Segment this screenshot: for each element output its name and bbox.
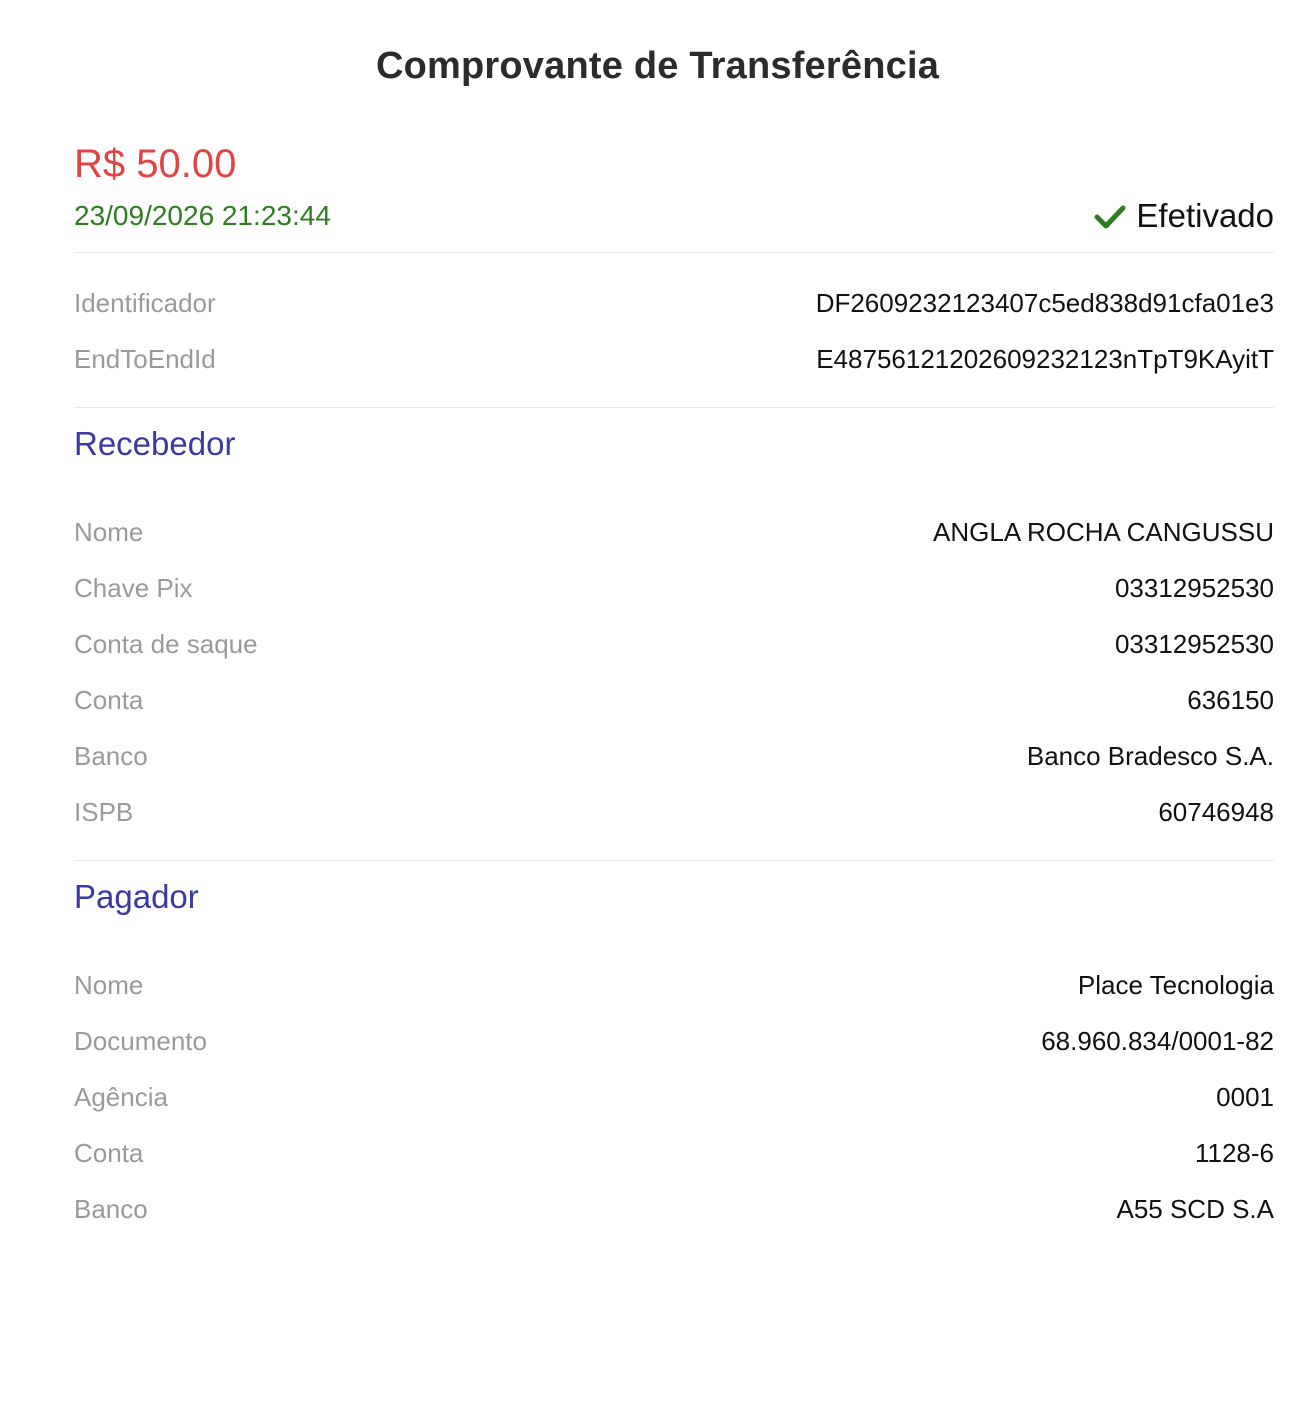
info-row <box>74 616 1274 672</box>
row-label: Nome <box>74 969 144 1000</box>
info-row <box>74 504 1274 560</box>
info-row <box>74 784 1274 840</box>
row-label: Banco <box>74 740 148 771</box>
row-value: 03312952530 <box>1114 572 1274 603</box>
status-badge <box>1094 197 1274 235</box>
check-icon <box>1094 200 1126 232</box>
status-label: Efetivado <box>1136 197 1274 234</box>
row-value: Place Tecnologia <box>1077 969 1274 1000</box>
info-row <box>74 728 1274 784</box>
section-title: Recebedor <box>74 425 236 462</box>
row-label: Conta de saque <box>74 628 258 659</box>
recebedor-rows <box>74 504 1274 861</box>
row-value: DF2609232123407c5ed838d91cfa01e3 <box>815 287 1274 318</box>
transfer-datetime: 23/09/2026 21:23:44 <box>74 200 331 231</box>
transfer-amount: R$ 50.00 <box>74 142 237 186</box>
info-row <box>74 672 1274 728</box>
row-value: ANGLA ROCHA CANGUSSU <box>933 516 1274 547</box>
page-title: Comprovante de Transferência <box>375 45 940 87</box>
row-label: Nome <box>74 516 144 547</box>
info-row-identificador <box>74 275 1274 331</box>
row-label: Identificador <box>74 287 216 318</box>
info-row-endtoendid <box>74 331 1274 387</box>
row-value: 03312952530 <box>1114 628 1274 659</box>
info-row <box>74 1013 1274 1069</box>
info-row <box>74 1069 1274 1125</box>
row-label: Agência <box>74 1081 168 1112</box>
status-row <box>74 194 1274 253</box>
row-label: Chave Pix <box>74 572 193 603</box>
recebedor-section <box>74 408 1274 861</box>
row-label: Conta <box>74 1137 144 1168</box>
info-row <box>74 1181 1274 1237</box>
info-row <box>74 1125 1274 1181</box>
pagador-rows <box>74 957 1274 1257</box>
row-value: A55 SCD S.A <box>1116 1193 1274 1224</box>
row-label: Documento <box>74 1025 207 1056</box>
row-value: 636150 <box>1187 684 1274 715</box>
row-label: ISPB <box>74 796 134 827</box>
transaction-ids <box>74 253 1274 408</box>
row-label: Banco <box>74 1193 148 1224</box>
section-title: Pagador <box>74 878 199 915</box>
row-value: 60746948 <box>1158 796 1274 827</box>
row-value: 0001 <box>1216 1081 1274 1112</box>
info-row <box>74 560 1274 616</box>
row-value: Banco Bradesco S.A. <box>1026 740 1274 771</box>
info-row <box>74 957 1274 1013</box>
row-value: 1128-6 <box>1194 1137 1274 1168</box>
row-label: Conta <box>74 684 144 715</box>
row-value: E48756121202609232123nTpT9KAyitT <box>816 343 1274 374</box>
pagador-section <box>74 861 1274 1257</box>
row-value: 68.960.834/0001-82 <box>1041 1025 1274 1056</box>
row-label: EndToEndId <box>74 343 216 374</box>
